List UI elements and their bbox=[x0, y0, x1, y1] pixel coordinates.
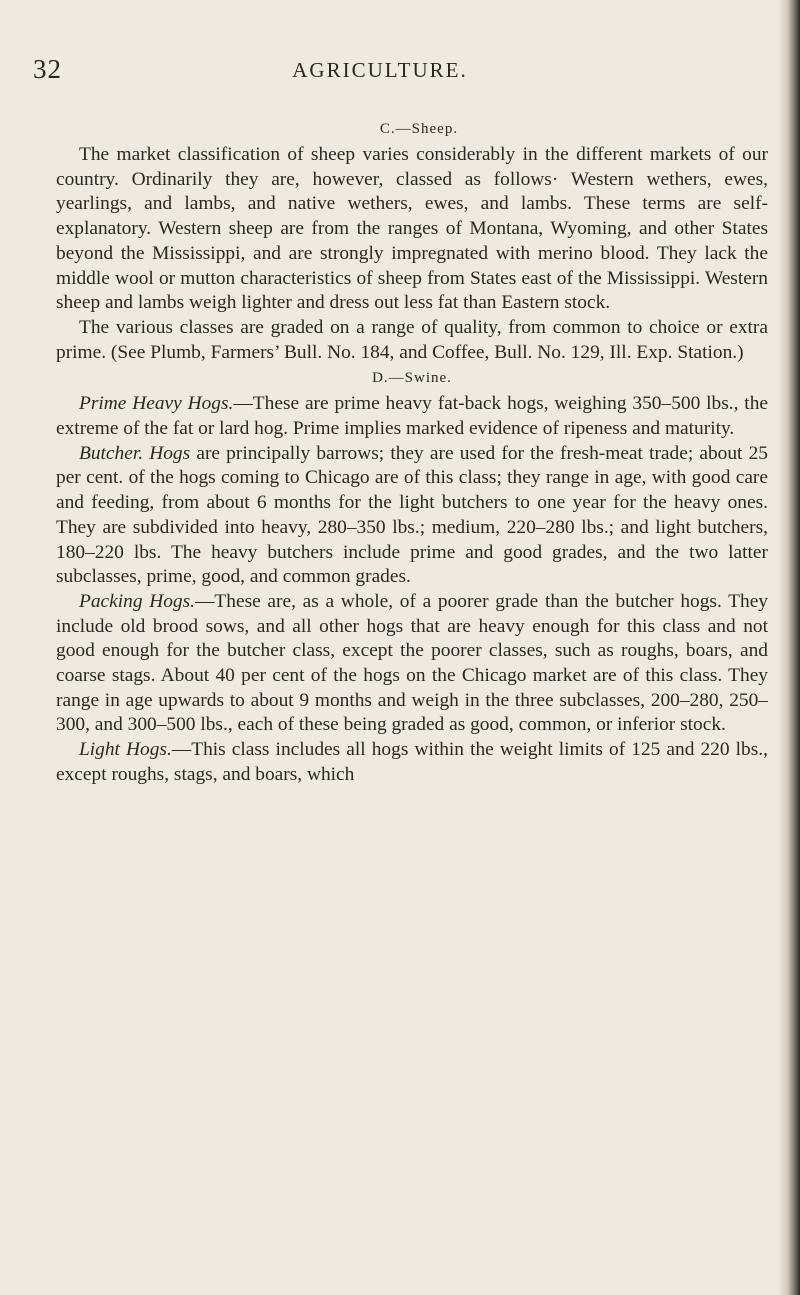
paragraph-butcher-hogs bbox=[56, 442, 768, 590]
light-hogs-text: —This class includes all hogs within the weight limits of 125 and 220 lbs., except roughs, stags, and boars, which bbox=[56, 739, 768, 785]
run-in-packing-hogs: Packing Hogs. bbox=[79, 590, 196, 612]
paragraph-sheep-grading: The various classes are graded on a range of quality, from common to choice or extra prime. (See Plumb, Farmers’ Bull. No. 184, and Coffee, Bull. No. 129, Ill. Exp. Station.) bbox=[56, 316, 768, 363]
section-heading-sheep: C.—Sheep. bbox=[379, 121, 459, 137]
paragraph-light-hogs bbox=[56, 738, 768, 787]
running-head: AGRICULTURE. bbox=[292, 58, 468, 82]
page-body bbox=[56, 116, 768, 788]
run-in-prime-heavy-hogs: Prime Heavy Hogs. bbox=[79, 393, 234, 415]
section-heading-swine: D.—Swine. bbox=[372, 370, 452, 387]
paragraph-prime-heavy-hogs bbox=[56, 392, 768, 441]
butcher-hogs-text: are principally barrows; they are used for the fresh-meat trade; about 25 per cent. of the hogs coming to Chicago are of this class; they range in age, with good care and feeding, from about 6 months for the light butchers to one year for the heavy ones. They are subdivided into heavy, 280–350 lbs.; medium, 220–280 lbs.; and light butchers, 180–220 lbs. The heavy butchers include prime and good grades, and the two latter subclasses, prime, good, and common grades. bbox=[56, 442, 768, 588]
prime-heavy-hogs-text: —These are prime heavy fat-back hogs, weighing 350–500 lbs., the extreme of the fat or lard hog. Prime implies marked evidence of ripeness and maturity. bbox=[56, 393, 768, 440]
paragraph-sheep-classification: The market classification of sheep varies considerably in the different markets of our country. Ordinarily they are, however, classed as follows· Western wethers, ewes, yearlings, and lambs, and native wethers, ewes, and lambs. These terms are self-explanatory. Western sheep are from the ranges of Montana, Wyoming, and other States beyond the Mississippi, and are strongly impregnated with merino blood. They lack the middle wool or mutton characteristics of sheep from States east of the Mississippi. Western sheep and lambs weigh lighter and dress out less fat than Eastern stock. bbox=[56, 144, 768, 314]
page-header bbox=[0, 54, 760, 94]
page-edge-shadow bbox=[778, 0, 800, 1295]
paragraph-packing-hogs bbox=[56, 590, 768, 738]
run-in-butcher-hogs: Butcher. Hogs bbox=[79, 442, 191, 464]
page-number: 32 bbox=[33, 54, 62, 84]
packing-hogs-text: —These are, as a whole, of a poorer grade than the butcher hogs. They include old brood sows, and all other hogs that are heavy enough for this class and not good enough for the butcher class, except the poorer classes, such as roughs, boars, and coarse stags. About 40 per cent of the hogs on the Chicago market are of this class. They range in age upwards to about 9 months and weigh in the three subclasses, 200–280, 250–300, and 300–500 lbs., each of these being graded as good, common, or inferior stock. bbox=[56, 590, 768, 736]
run-in-light-hogs: Light Hogs. bbox=[79, 739, 172, 761]
